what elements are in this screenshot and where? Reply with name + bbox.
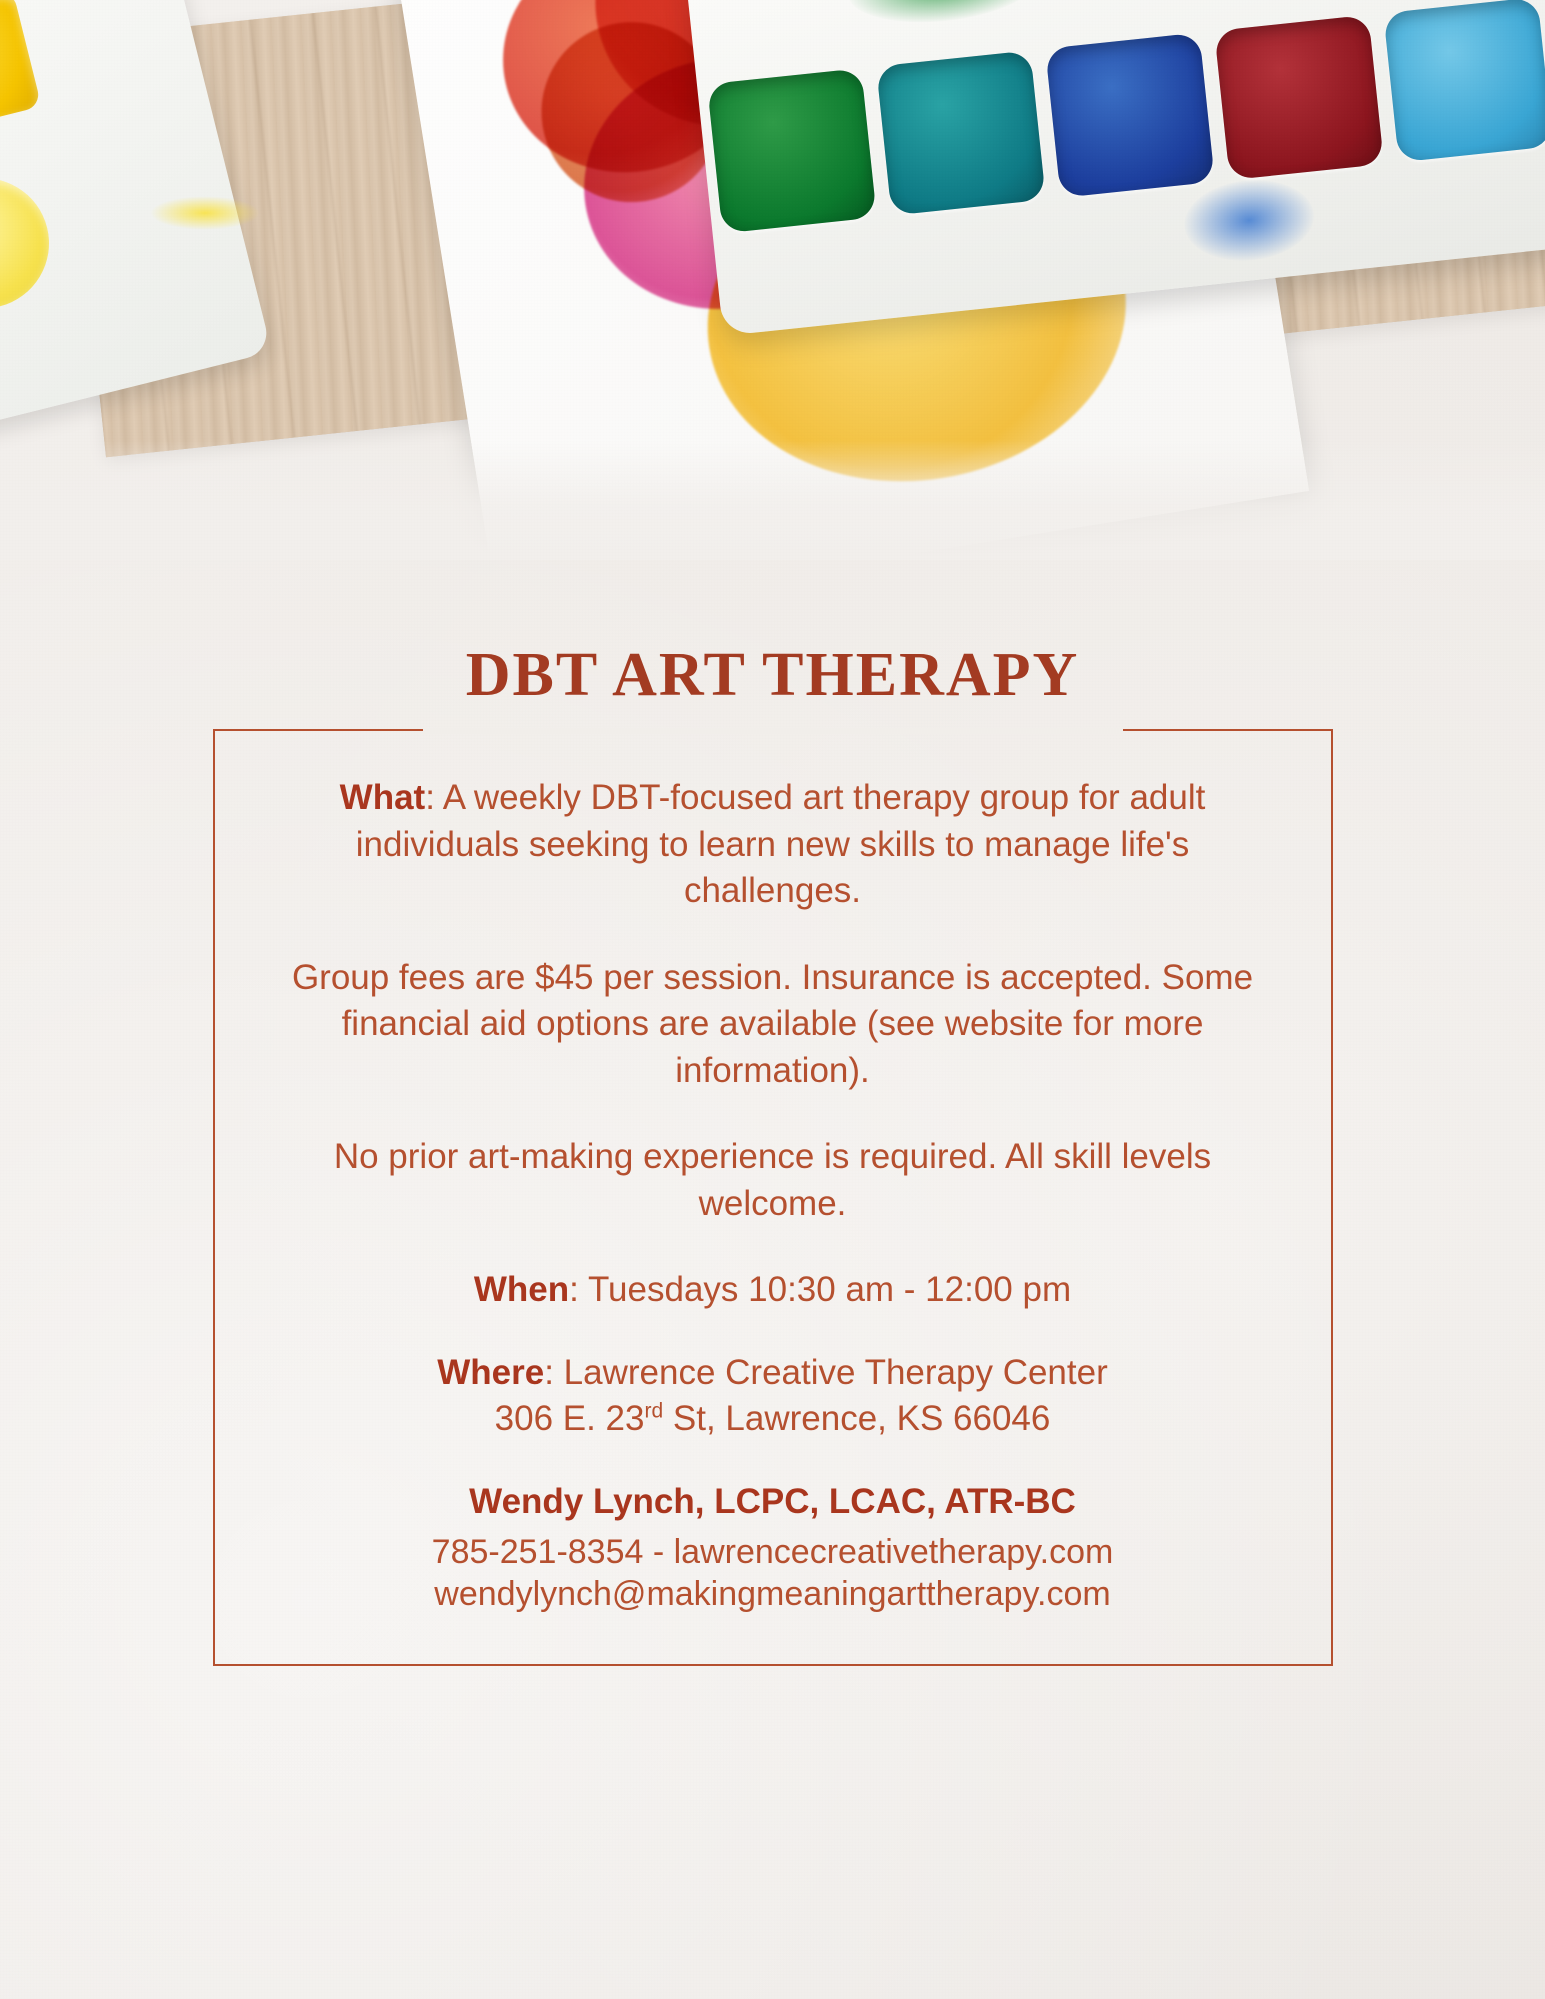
therapist-name: Wendy Lynch, LCPC, LCAC, ATR-BC	[469, 1482, 1076, 1522]
paint-well-yellow-round	[0, 165, 63, 323]
paint-well-green	[707, 68, 877, 233]
what-paragraph	[265, 775, 1281, 915]
paint-drip-red	[1225, 0, 1380, 1]
address-prefix: 306 E. 23	[494, 1399, 645, 1439]
where-text: : Lawrence Creative Therapy Center	[544, 1352, 1108, 1392]
paint-well-blue	[1045, 33, 1215, 198]
details-frame	[213, 729, 1333, 1666]
where-label: Where	[437, 1352, 545, 1392]
paint-drip-green	[845, 0, 1041, 31]
address-suffix: St, Lawrence, KS 66046	[663, 1399, 1051, 1439]
contact-email: wendylynch@makingmeaningarttherapy.com	[434, 1575, 1111, 1614]
paint-well-yellow-square	[0, 0, 42, 140]
when-paragraph	[265, 1267, 1281, 1314]
poster-content	[0, 640, 1545, 1666]
photo-fade-overlay	[0, 440, 1545, 560]
what-text: : A weekly DBT-focused art therapy group for adult individuals seeking to learn new skills to manage life's challenges.	[355, 778, 1206, 911]
where-paragraph	[265, 1350, 1281, 1443]
paint-well-cyan	[1383, 0, 1545, 162]
header-photo-band	[0, 0, 1545, 560]
fees-paragraph: Group fees are $45 per session. Insurance is accepted. Some financial aid options are available (see website for more information).	[291, 957, 1254, 1090]
paint-well-teal	[876, 50, 1046, 215]
contact-phone-website: 785-251-8354 - lawrencecreativetherapy.com	[431, 1532, 1114, 1571]
paint-drip-blue	[1180, 174, 1318, 267]
when-label: When	[473, 1270, 570, 1310]
experience-paragraph: No prior art-making experience is required. All skill levels welcome.	[333, 1137, 1212, 1223]
paint-smear-yellow	[150, 196, 260, 230]
address-ordinal: rd	[644, 1399, 664, 1423]
when-text: : Tuesdays 10:30 am - 12:00 pm	[569, 1270, 1072, 1310]
paint-well-red	[1214, 15, 1384, 180]
page-title: DBT ART THERAPY	[465, 641, 1080, 709]
what-label: What	[339, 778, 426, 817]
